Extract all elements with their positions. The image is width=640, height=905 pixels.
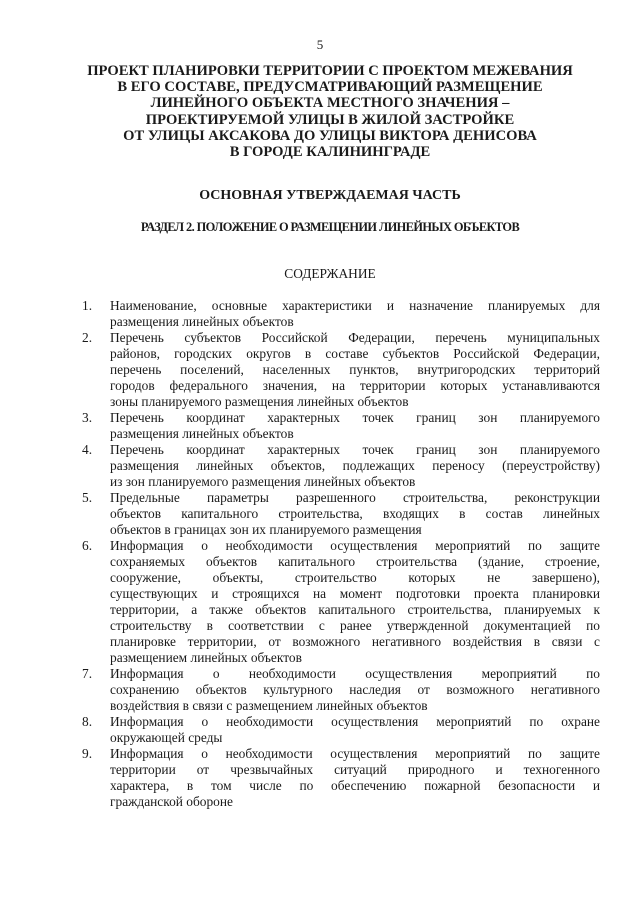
toc-item-text-line: Информация о необходимости осуществления мероприятий по защите xyxy=(110,538,600,553)
toc-item xyxy=(82,410,600,442)
main-part-heading: ОСНОВНАЯ УТВЕРЖДАЕМАЯ ЧАСТЬ xyxy=(199,188,461,203)
toc-item-text-line: перечень поселений, населенных пунктов, внутригородских территорий xyxy=(110,362,600,377)
toc-item-text-line: районов, городских округов в составе субъектов Российской Федерации, xyxy=(110,346,600,361)
toc-item-number: 3. xyxy=(82,410,93,425)
toc-item xyxy=(82,490,600,538)
page-number: 5 xyxy=(316,37,324,52)
toc-item-text-line: городов федерального значения, на территории которых устанавливаются xyxy=(110,378,600,393)
toc-item-number: 1. xyxy=(82,298,93,313)
toc-item-text-line: объектов капитального строительства, входящих в состав линейных xyxy=(110,506,600,521)
toc-item-text-line: воздействия в связи с размещением линейных объектов xyxy=(110,698,428,713)
toc-item xyxy=(82,714,600,746)
toc-item-text-line: Перечень субъектов Российской Федерации, перечень муниципальных xyxy=(110,330,600,345)
toc-title: СОДЕРЖАНИЕ xyxy=(284,266,376,281)
toc-item xyxy=(82,746,600,810)
toc-item-number: 7. xyxy=(82,666,93,681)
toc-item-text-line: характера, в том числе по обеспечению пожарной безопасности и xyxy=(110,778,600,793)
toc-item-text-line: Информация о необходимости осуществления мероприятий по охране xyxy=(110,714,600,729)
toc-item-text-line: размещения линейных объектов, подлежащих переносу (переустройству) xyxy=(110,458,600,473)
project-title-line: В ГОРОДЕ КАЛИНИНГРАДЕ xyxy=(229,144,431,161)
toc-item-text-line: Информация о необходимости осуществления мероприятий по защите xyxy=(110,746,600,761)
toc-item-text-line: территории от чрезвычайных ситуаций природного и техногенного xyxy=(110,762,600,777)
project-title-line: ОТ УЛИЦЫ АКСАКОВА ДО УЛИЦЫ ВИКТОРА ДЕНИСОВА xyxy=(123,127,537,144)
toc-item-text-line: строительству в соответствии с ранее утвержденной документацией по xyxy=(110,618,600,633)
section-heading: РАЗДЕЛ 2. ПОЛОЖЕНИЕ О РАЗМЕЩЕНИИ ЛИНЕЙНЫХ ОБЪЕКТОВ xyxy=(140,220,520,234)
project-title xyxy=(40,63,620,160)
toc-item-text-line: из зон планируемого размещения линейных объектов xyxy=(110,474,416,489)
toc-item xyxy=(82,330,600,410)
toc-item-text-line: зоны планируемого размещения линейных объектов xyxy=(110,394,409,409)
toc-item-text-line: сооружение, объекты, строительство которых не завершено), xyxy=(110,570,600,585)
project-title-line: ПРОЕКТИРУЕМОЙ УЛИЦЫ В ЖИЛОЙ ЗАСТРОЙКЕ xyxy=(145,111,515,128)
toc-item-text-line: окружающей среды xyxy=(110,730,223,745)
toc-item-text-line: территории, а также объектов капитального строительства, планируемых к xyxy=(110,602,600,617)
toc-item-number: 5. xyxy=(82,490,93,505)
project-title-line: ПРОЕКТ ПЛАНИРОВКИ ТЕРРИТОРИИ С ПРОЕКТОМ МЕЖЕВАНИЯ xyxy=(87,63,573,79)
toc-item-text-line: размещения линейных объектов xyxy=(110,314,294,329)
project-title-line: ЛИНЕЙНОГО ОБЪЕКТА МЕСТНОГО ЗНАЧЕНИЯ – xyxy=(150,95,510,112)
toc-item xyxy=(82,666,600,714)
toc-item-text-line: сохраняемых объектов капитального строительства (здание, строение, xyxy=(110,554,600,569)
toc-item-text-line: размещения линейных объектов xyxy=(110,426,294,441)
toc-item-text-line: существующих и строящихся на момент подготовки проекта планировки xyxy=(110,586,600,601)
toc-item-text-line: Наименование, основные характеристики и назначение планируемых для xyxy=(110,298,600,313)
toc-item-number: 2. xyxy=(82,330,93,345)
toc-item-text-line: объектов в границах зон их планируемого размещения xyxy=(110,522,422,537)
toc-item xyxy=(82,538,600,666)
toc-item-number: 9. xyxy=(82,746,93,761)
toc-item-number: 8. xyxy=(82,714,93,729)
project-title-line: В ЕГО СОСТАВЕ, ПРЕДУСМАТРИВАЮЩИЙ РАЗМЕЩЕНИЕ xyxy=(117,79,543,96)
toc-item-text-line: Предельные параметры разрешенного строительства, реконструкции xyxy=(110,490,600,505)
toc-item-text-line: гражданской обороне xyxy=(110,794,233,809)
toc-item-text-line: Перечень координат характерных точек границ зон планируемого xyxy=(110,410,600,425)
toc-item-text-line: сохранению объектов культурного наследия от возможного негативного xyxy=(110,682,600,697)
toc-item-text-line: Информация о необходимости осуществления мероприятий по xyxy=(110,666,600,681)
toc-item xyxy=(82,298,600,330)
table-of-contents xyxy=(82,298,600,810)
toc-item xyxy=(82,442,600,490)
toc-item-number: 4. xyxy=(82,442,93,457)
toc-item-text-line: Перечень координат характерных точек границ зон планируемого xyxy=(110,442,600,457)
toc-item-text-line: планировке территории, от возможного негативного воздействия в связи с xyxy=(110,634,600,649)
toc-item-text-line: размещением линейных объектов xyxy=(110,650,302,665)
toc-item-number: 6. xyxy=(82,538,93,553)
